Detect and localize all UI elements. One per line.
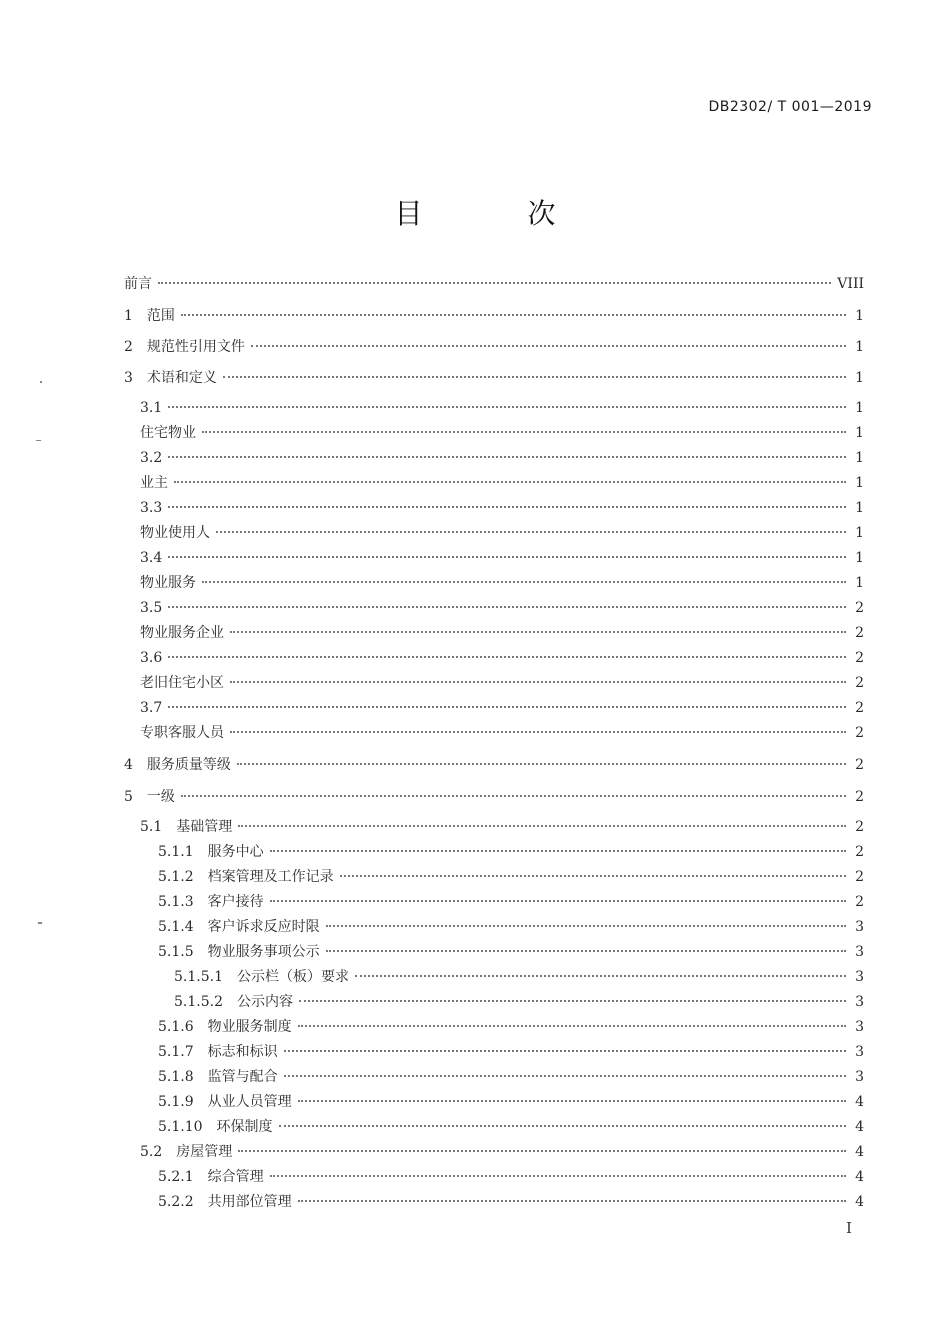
toc-dot-leader <box>355 973 846 977</box>
page-number: I <box>846 1219 852 1237</box>
toc-entry-label: 5.1.3 客户接待 <box>158 894 264 910</box>
toc-entry[interactable] <box>158 1117 864 1137</box>
toc-dot-leader <box>230 729 846 733</box>
toc-dot-leader <box>251 343 846 347</box>
toc-entry-label: 5.2 房屋管理 <box>140 1144 233 1160</box>
toc-entry-page: 4 <box>855 1119 864 1135</box>
toc-dot-leader <box>270 848 846 852</box>
toc-entry[interactable] <box>158 1042 864 1062</box>
toc-entry[interactable] <box>140 648 864 668</box>
toc-dot-leader <box>168 554 846 558</box>
toc-entry[interactable] <box>140 523 864 543</box>
toc-dot-leader <box>168 704 846 708</box>
toc-entry[interactable] <box>140 473 864 493</box>
toc-entry-page: 3 <box>855 994 864 1010</box>
scan-speck <box>38 922 42 924</box>
toc-dot-leader <box>181 793 846 797</box>
toc-entry-page: 3 <box>855 1019 864 1035</box>
toc-entry-label: 3.1 <box>140 400 163 416</box>
toc-entry[interactable] <box>140 573 864 593</box>
toc-entry-page: 1 <box>855 400 864 416</box>
toc-entry[interactable] <box>140 448 864 468</box>
toc-entry-page: 4 <box>855 1094 864 1110</box>
toc-entry-label: 3.4 <box>140 550 163 566</box>
toc-entry-page: 2 <box>855 675 864 691</box>
toc-dot-leader <box>223 374 846 378</box>
toc-entry-label: 物业服务 <box>140 575 196 591</box>
toc-entry[interactable] <box>140 673 864 693</box>
toc-entry[interactable] <box>140 698 864 718</box>
toc-dot-leader <box>326 923 846 927</box>
toc-entry-page: 3 <box>855 969 864 985</box>
toc-entry-page: 2 <box>855 819 864 835</box>
toc-entry[interactable] <box>124 306 864 326</box>
toc-entry-page: 1 <box>855 450 864 466</box>
toc-dot-leader <box>202 429 846 433</box>
toc-entry-label: 3.6 <box>140 650 163 666</box>
toc-entry-page: 1 <box>855 575 864 591</box>
toc-entry[interactable] <box>140 598 864 618</box>
toc-dot-leader <box>168 654 846 658</box>
toc-entry-page: 2 <box>855 757 864 773</box>
toc-entry-label: 1 范围 <box>124 308 175 324</box>
toc-entry-label: 5.1.5 物业服务事项公示 <box>158 944 320 960</box>
toc-dot-leader <box>298 1023 846 1027</box>
scan-speck <box>40 381 42 383</box>
toc-entry-label: 5.1.7 标志和标识 <box>158 1044 278 1060</box>
toc-dot-leader <box>270 898 846 902</box>
toc-entry-label: 5.1.9 从业人员管理 <box>158 1094 292 1110</box>
toc-entry-label: 3.5 <box>140 600 163 616</box>
toc-entry-page: 3 <box>855 919 864 935</box>
toc-entry-page: 4 <box>855 1194 864 1210</box>
toc-entry[interactable] <box>158 1017 864 1037</box>
toc-dot-leader <box>158 280 831 284</box>
toc-entry[interactable] <box>124 368 864 388</box>
toc-entry-label: 住宅物业 <box>140 425 196 441</box>
toc-dot-leader <box>298 1098 846 1102</box>
toc-dot-leader <box>202 579 846 583</box>
toc-entry-page: 1 <box>855 500 864 516</box>
toc-entry[interactable] <box>124 337 864 357</box>
toc-entry[interactable] <box>158 1192 864 1212</box>
toc-entry-label: 5.1.6 物业服务制度 <box>158 1019 292 1035</box>
toc-entry-page: 3 <box>855 944 864 960</box>
toc-entry[interactable] <box>124 787 864 807</box>
toc-dot-leader <box>230 629 846 633</box>
toc-entry[interactable] <box>140 723 864 743</box>
toc-entry-page: 1 <box>855 525 864 541</box>
scan-speck <box>36 440 41 441</box>
toc-entry[interactable] <box>158 1167 864 1187</box>
toc-entry-page: 2 <box>855 844 864 860</box>
toc-entry[interactable] <box>158 892 864 912</box>
toc-entry-page: 1 <box>855 308 864 324</box>
toc-entry-page: VIII <box>837 276 864 292</box>
toc-dot-leader <box>298 1198 846 1202</box>
toc-entry-label: 5.1.8 监管与配合 <box>158 1069 278 1085</box>
toc-entry[interactable] <box>140 423 864 443</box>
toc-dot-leader <box>340 873 846 877</box>
toc-entry-label: 物业使用人 <box>140 525 210 541</box>
toc-entry[interactable] <box>158 1092 864 1112</box>
toc-entry[interactable] <box>140 623 864 643</box>
toc-entry-page: 1 <box>855 475 864 491</box>
toc-dot-leader <box>216 529 846 533</box>
toc-entry-label: 5.1.5.1 公示栏（板）要求 <box>174 969 349 985</box>
toc-dot-leader <box>168 504 846 508</box>
toc-dot-leader <box>168 454 846 458</box>
toc-dot-leader <box>168 404 846 408</box>
toc-entry-label: 5.1.10 环保制度 <box>158 1119 273 1135</box>
toc-entry[interactable] <box>140 1142 864 1162</box>
toc-entry-page: 1 <box>855 425 864 441</box>
toc-entry-page: 2 <box>855 869 864 885</box>
toc-entry-label: 3.3 <box>140 500 163 516</box>
toc-entry-label: 专职客服人员 <box>140 725 224 741</box>
toc-entry-label: 老旧住宅小区 <box>140 675 224 691</box>
toc-entry-label: 4 服务质量等级 <box>124 757 231 773</box>
toc-entry-label: 3.2 <box>140 450 163 466</box>
toc-entry-page: 1 <box>855 550 864 566</box>
toc-entry-label: 2 规范性引用文件 <box>124 339 245 355</box>
toc-entry[interactable] <box>158 842 864 862</box>
toc-entry-page: 2 <box>855 650 864 666</box>
toc-dot-leader <box>238 1148 846 1152</box>
toc-entry[interactable] <box>140 817 864 837</box>
toc-dot-leader <box>230 679 846 683</box>
toc-dot-leader <box>284 1048 846 1052</box>
toc-entry[interactable] <box>158 917 864 937</box>
toc-dot-leader <box>181 312 846 316</box>
toc-entry-page: 3 <box>855 1069 864 1085</box>
toc-entry-label: 5.1.5.2 公示内容 <box>174 994 293 1010</box>
toc-entry-label: 5 一级 <box>124 789 175 805</box>
toc-entry-label: 5.1.4 客户诉求反应时限 <box>158 919 320 935</box>
toc-entry[interactable] <box>124 274 864 294</box>
toc-dot-leader <box>326 948 846 952</box>
toc-entry[interactable] <box>174 967 864 987</box>
toc-entry-label: 3.7 <box>140 700 163 716</box>
page-title: 目 次 <box>394 197 604 230</box>
toc-entry[interactable] <box>140 398 864 418</box>
toc-dot-leader <box>270 1173 846 1177</box>
toc-entry[interactable] <box>158 1067 864 1087</box>
toc-entry-page: 1 <box>855 370 864 386</box>
toc-dot-leader <box>168 604 846 608</box>
toc-entry[interactable] <box>124 755 864 775</box>
toc-dot-leader <box>299 998 846 1002</box>
toc-entry-label: 5.2.1 综合管理 <box>158 1169 264 1185</box>
toc-entry-page: 2 <box>855 625 864 641</box>
toc-entry-page: 1 <box>855 339 864 355</box>
toc-entry-label: 物业服务企业 <box>140 625 224 641</box>
toc-entry-page: 2 <box>855 789 864 805</box>
toc-entry-page: 2 <box>855 600 864 616</box>
toc-entry-label: 5.1 基础管理 <box>140 819 233 835</box>
toc-entry-page: 2 <box>855 725 864 741</box>
toc-entry[interactable] <box>158 942 864 962</box>
toc-entry[interactable] <box>140 548 864 568</box>
toc-dot-leader <box>174 479 846 483</box>
toc-entry-label: 前言 <box>124 276 152 292</box>
toc-dot-leader <box>279 1123 846 1127</box>
toc-entry-page: 4 <box>855 1144 864 1160</box>
toc-entry-label: 5.2.2 共用部位管理 <box>158 1194 292 1210</box>
toc-entry-label: 业主 <box>140 475 168 491</box>
toc-entry-page: 2 <box>855 700 864 716</box>
toc-entry[interactable] <box>158 867 864 887</box>
toc-entry-page: 3 <box>855 1044 864 1060</box>
document-code: DB2302/ T 001—2019 <box>708 99 872 115</box>
toc-dot-leader <box>284 1073 846 1077</box>
toc-entry[interactable] <box>140 498 864 518</box>
toc-entry-page: 2 <box>855 894 864 910</box>
toc-entry-label: 5.1.1 服务中心 <box>158 844 264 860</box>
toc-dot-leader <box>237 761 846 765</box>
toc-entry-label: 5.1.2 档案管理及工作记录 <box>158 869 334 885</box>
toc-entry-label: 3 术语和定义 <box>124 370 217 386</box>
toc-entry-page: 4 <box>855 1169 864 1185</box>
toc-entry[interactable] <box>174 992 864 1012</box>
toc-dot-leader <box>238 823 846 827</box>
